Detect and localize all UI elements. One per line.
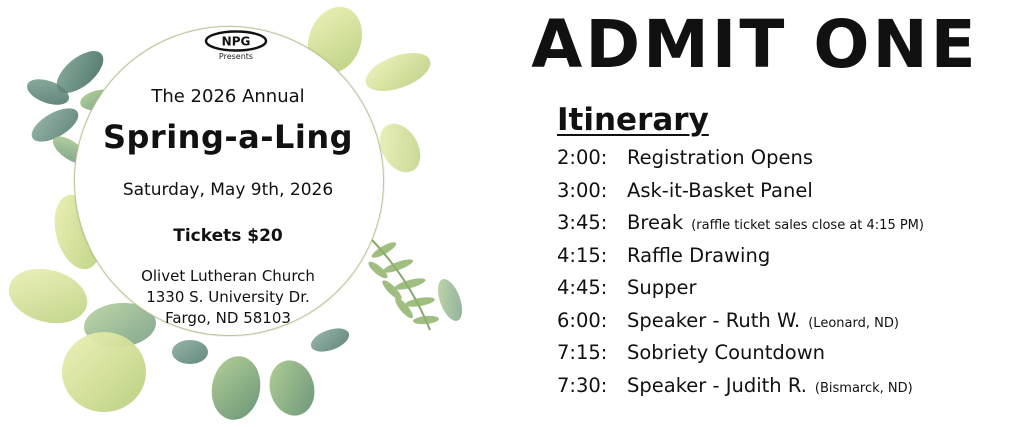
itinerary-row [557, 374, 1017, 407]
itinerary-activity: Speaker - Judith R. [627, 373, 807, 397]
admit-one-heading: ADMIT ONE [531, 6, 979, 83]
itinerary-row [557, 341, 1017, 374]
itinerary-activity: Supper [627, 276, 697, 299]
itinerary-time: 7:30: [557, 373, 608, 397]
venue-city: Fargo, ND 58103 [165, 309, 291, 327]
itinerary-time: 3:45: [557, 211, 608, 234]
itinerary-note: (Leonard, ND) [808, 315, 899, 331]
itinerary-activity: Ask-it-Basket Panel [627, 178, 813, 202]
itinerary-list [557, 146, 1017, 406]
event-name: Spring-a-Ling [102, 118, 354, 156]
annual-line: The 2026 Annual [151, 86, 305, 107]
ticket-price: Tickets $20 [173, 226, 283, 246]
itinerary-row [557, 211, 1017, 244]
itinerary-note: (Bismarck, ND) [814, 380, 913, 396]
itinerary-row [557, 309, 1017, 342]
venue-address [74, 266, 382, 329]
event-date: Saturday, May 9th, 2026 [122, 180, 334, 200]
itinerary-time: 7:15: [557, 341, 608, 364]
itinerary-time: 3:00: [557, 178, 608, 202]
presents-label: Presents [218, 52, 254, 61]
itinerary-activity: Registration Opens [627, 146, 814, 169]
itinerary-time: 4:45: [557, 276, 608, 299]
venue-name: Olivet Lutheran Church [141, 267, 315, 285]
itinerary-activity: Break [627, 211, 684, 234]
logo-text: NPG [221, 34, 251, 49]
itinerary-row [557, 244, 1017, 277]
itinerary-row [557, 276, 1017, 309]
npg-logo [204, 30, 268, 52]
ticket-left-panel [0, 0, 480, 427]
itinerary-row [557, 146, 1017, 179]
itinerary-time: 2:00: [557, 146, 608, 169]
itinerary-row [557, 179, 1017, 212]
venue-street: 1330 S. University Dr. [146, 288, 310, 306]
itinerary-activity: Speaker - Ruth W. [627, 308, 801, 332]
itinerary-title: Itinerary [557, 102, 709, 138]
itinerary-activity: Sobriety Countdown [627, 341, 826, 364]
itinerary-note: (raffle ticket sales close at 4:15 PM) [691, 218, 924, 233]
itinerary-time: 4:15: [557, 243, 608, 267]
itinerary-activity: Raffle Drawing [627, 243, 771, 267]
itinerary-time: 6:00: [557, 308, 608, 332]
